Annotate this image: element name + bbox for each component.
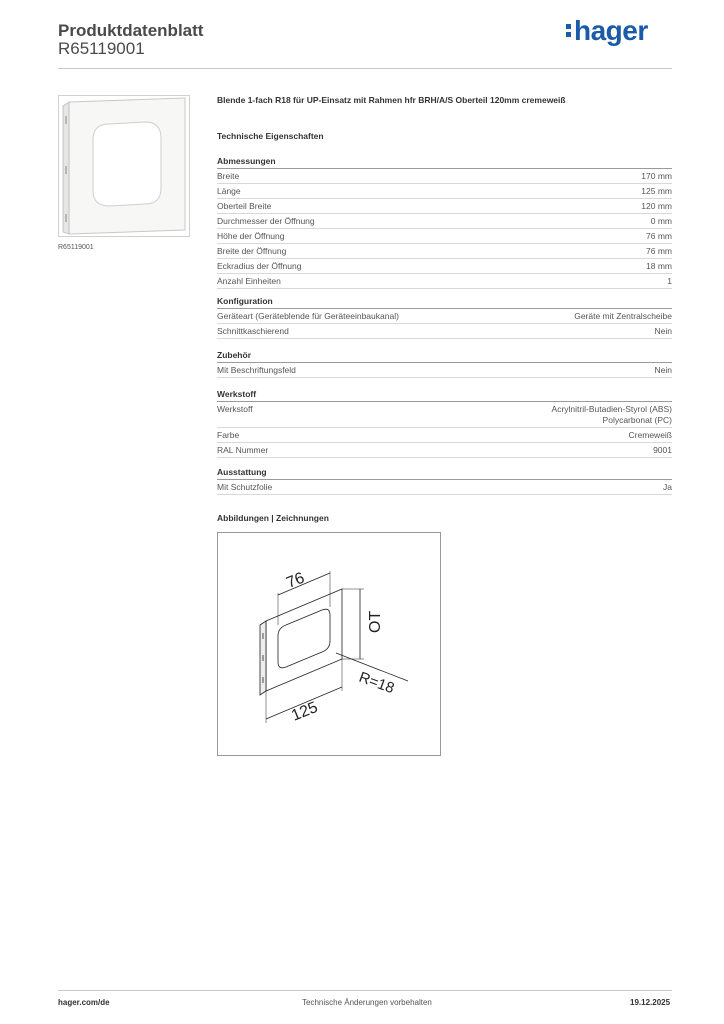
article-number: R65119001	[58, 39, 145, 58]
row-value: Geräte mit Zentralscheibe	[574, 311, 672, 321]
table-row	[217, 274, 672, 289]
row-label: Breite der Öffnung	[217, 246, 287, 256]
row-value: 76 mm	[646, 231, 672, 241]
table-row	[217, 169, 672, 184]
row-value: 9001	[653, 445, 672, 455]
thumbnail-caption: R65119001	[58, 244, 94, 251]
row-value-line1: Acrylnitril-Butadien-Styrol (ABS)	[551, 404, 672, 414]
section-konfiguration	[217, 296, 672, 339]
logo-text: hager	[574, 15, 648, 46]
row-label: Eckradius der Öffnung	[217, 261, 302, 271]
row-value-line2: Polycarbonat (PC)	[602, 415, 672, 425]
table-row	[217, 443, 672, 458]
table-row	[217, 363, 672, 378]
section-werkstoff	[217, 389, 672, 458]
table-row	[217, 229, 672, 244]
section-zubehoer	[217, 350, 672, 378]
row-value: Nein	[654, 365, 672, 375]
footer-date: 19.12.2025	[630, 998, 671, 1007]
table-row	[217, 214, 672, 229]
hager-logo[interactable]	[566, 15, 648, 47]
dim-radius-label: R=18	[356, 668, 397, 698]
figures-heading: Abbildungen | Zeichnungen	[217, 513, 329, 523]
row-label: Anzahl Einheiten	[217, 276, 281, 286]
table-row	[217, 324, 672, 339]
row-label: Höhe der Öffnung	[217, 231, 285, 241]
row-value: Ja	[663, 482, 672, 492]
section-abmessungen	[217, 156, 672, 289]
footer-divider	[58, 990, 672, 991]
page-title: Produktdatenblatt	[58, 21, 204, 40]
row-label: Farbe	[217, 430, 240, 440]
footer-notice: Technische Änderungen vorbehalten	[302, 998, 432, 1007]
row-value: 170 mm	[641, 171, 672, 181]
table-row	[217, 402, 672, 428]
table-row	[217, 184, 672, 199]
section-title: Zubehör	[217, 350, 672, 363]
table-row	[217, 428, 672, 443]
dim-ot-label: OT	[367, 610, 384, 633]
table-row	[217, 480, 672, 495]
footer-website-link[interactable]: hager.com/de	[58, 998, 110, 1007]
tech-properties-heading: Technische Eigenschaften	[217, 131, 324, 141]
row-value: 76 mm	[646, 246, 672, 256]
row-label: Breite	[217, 171, 240, 181]
row-label: Schnittkaschierend	[217, 326, 289, 336]
row-value: Nein	[654, 326, 672, 336]
section-title: Ausstattung	[217, 467, 672, 480]
section-title: Werkstoff	[217, 389, 672, 402]
product-image	[59, 96, 189, 236]
row-label: RAL Nummer	[217, 445, 269, 455]
row-value: 120 mm	[641, 201, 672, 211]
product-thumbnail	[58, 95, 190, 237]
row-label: Oberteil Breite	[217, 201, 272, 211]
logo-dots-icon	[566, 21, 572, 40]
row-value	[552, 404, 672, 426]
row-label: Werkstoff	[217, 404, 253, 414]
row-value: Cremeweiß	[628, 430, 672, 440]
table-row	[217, 244, 672, 259]
dim-length-label: 125	[289, 698, 321, 725]
table-row	[217, 199, 672, 214]
section-ausstattung	[217, 467, 672, 495]
technical-drawing	[217, 532, 441, 756]
table-row	[217, 259, 672, 274]
dim-width-label: 76	[284, 569, 307, 593]
row-label: Geräteart (Geräteblende für Geräteeinbaukanal)	[217, 311, 399, 321]
technical-drawing-svg	[218, 533, 440, 755]
row-value: 125 mm	[641, 186, 672, 196]
row-value: 1	[667, 276, 672, 286]
row-value: 0 mm	[650, 216, 672, 226]
row-label: Länge	[217, 186, 241, 196]
header-divider	[58, 68, 672, 69]
table-row	[217, 309, 672, 324]
row-label: Durchmesser der Öffnung	[217, 216, 315, 226]
row-label: Mit Beschriftungsfeld	[217, 365, 296, 375]
product-title: Blende 1-fach R18 für UP-Einsatz mit Rahmen hfr BRH/A/S Oberteil 120mm cremeweiß	[217, 95, 566, 105]
section-title: Abmessungen	[217, 156, 672, 169]
section-title: Konfiguration	[217, 296, 672, 309]
row-label: Mit Schutzfolie	[217, 482, 273, 492]
row-value: 18 mm	[646, 261, 672, 271]
